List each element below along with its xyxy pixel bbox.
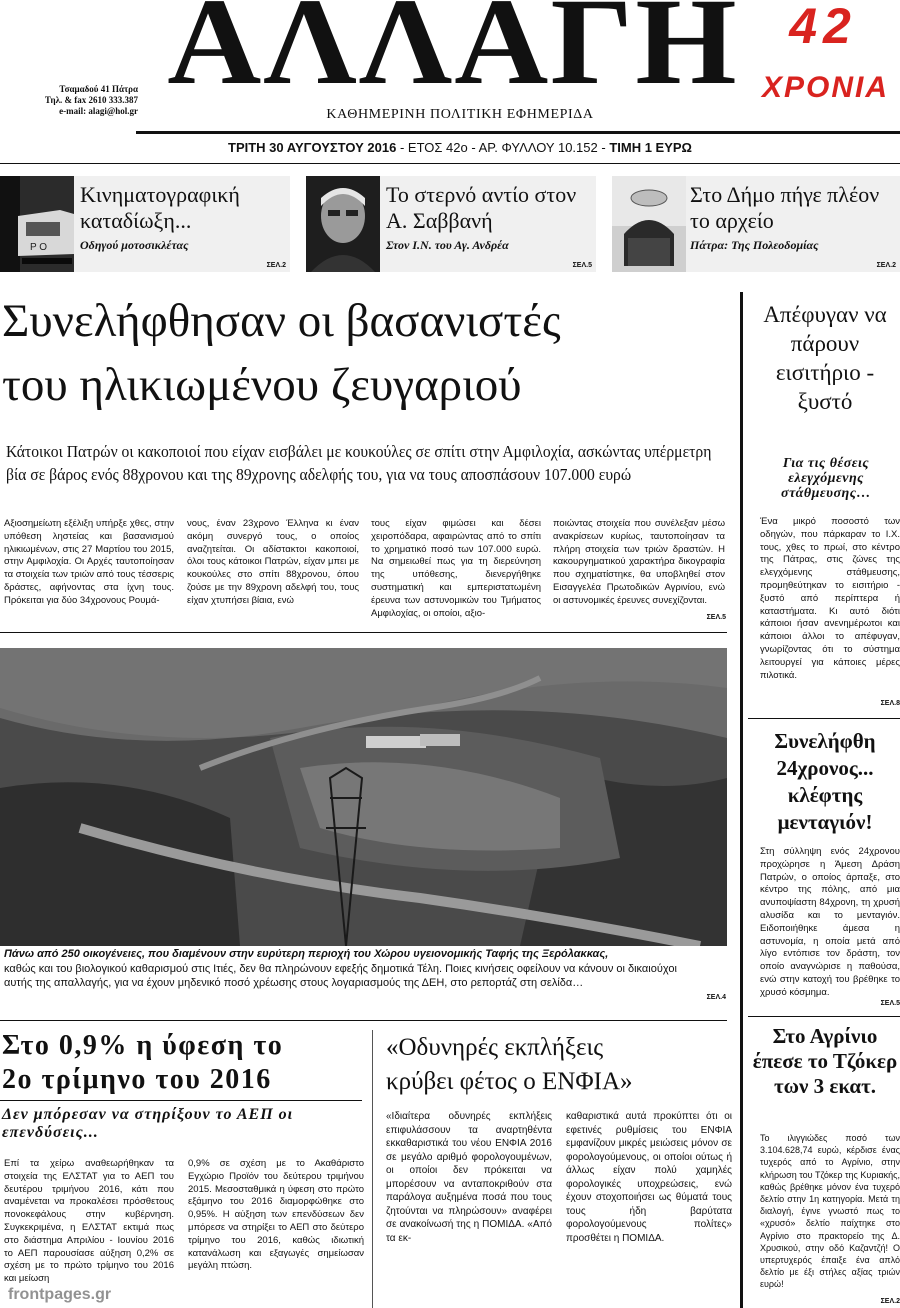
gdp-rule <box>0 1100 362 1101</box>
sidebar-headline-theft: Συνελήφθη 24χρονος... κλέφτης μενταγιόν! <box>774 729 876 834</box>
svg-text:P O: P O <box>30 242 48 253</box>
sidebar-page-theft: ΣΕΛ.5 <box>880 1000 900 1007</box>
landfill-photo <box>0 648 727 946</box>
sidebar-headline-joker: Στο Αγρίνιο έπεσε το Τζόκερ των 3 εκατ. <box>752 1024 898 1098</box>
enfia-headline-line2: κρύβει φέτος ο ΕΝΦΙΑ» <box>386 1068 633 1095</box>
issue-date: ΤΡΙΤΗ 30 ΑΥΓΟΥΣΤΟΥ 2016 <box>228 140 397 155</box>
sidebar-page-ticket: ΣΕΛ.8 <box>880 700 900 707</box>
police-car-photo <box>0 176 74 272</box>
issue-number: ΑΡ. ΦΥΛΛΟΥ 10.152 - <box>478 140 606 155</box>
masthead-rule <box>136 131 900 134</box>
sidebar-rule <box>740 292 743 1308</box>
teaser-title: Κινηματογραφική καταδίωξη... <box>80 182 240 233</box>
newspaper-title: ΑΛΛΑΓΗ <box>167 0 739 110</box>
anniversary-number: 42 <box>789 0 857 54</box>
teaser-subtitle: Πάτρα: Της Πολεοδομίας <box>690 238 819 252</box>
teaser-page: ΣΕΛ.2 <box>876 262 896 269</box>
address: Τσαμαδού 41 Πάτρα <box>59 84 138 94</box>
gdp-column-1: Επί τα χείρω αναθεωρήθηκαν τα στοιχεία της ΕΛΣΤΑΤ για το ΑΕΠ του δευτέρου τριμήνου 2016, κάτι που αναμένεται να προκαλέσει πρόσθετους πονοκεφάλους στην κυβέρνηση. Συγκεκριμένα, η ΕΛΣΤΑΤ εκτιμά πως στο διάστημα Απριλίου - Ιουνίου 2016 το ΑΕΠ παρουσίασε αύξηση 0,2% σε σχέση με το πρώτο τρίμηνο του 2016 και μείωση <box>4 1158 174 1285</box>
dateline-rule <box>0 163 900 164</box>
landfill-image <box>0 648 727 946</box>
email: e-mail: alagi@hol.gr <box>59 106 138 116</box>
sidebar-text-ticket: Ένα μικρό ποσοστό των οδηγών, που πάρκαραν το Ι.Χ. τους, χθες το πρωί, στο κέντρο της Πάτρας, στις ζώνες της ελεγχόμενης στάθμευσης, προμηθεύτηκαν το εισιτήριο - ξυστό από περίπτερα ή καταστήματα. Κι αυτό διότι κάποιοι ήσαν ανενημέρωτοι και κάποιοι άλλοι το απέφυγαν, γνωρίζοντας ότι το σύστημα λειτουργεί για κάποιες μέρες πιλοτικά. <box>760 516 900 681</box>
sidebar-page-joker: ΣΕΛ.2 <box>880 1298 900 1305</box>
teaser-title: Το στερνό αντίο στον Α. Σαββανή <box>386 182 577 233</box>
gdp-headline-line2: 2ο τρίμηνο του 2016 <box>2 1064 272 1095</box>
anniversary-word: ΧΡΟΝΙΑ <box>762 71 890 104</box>
bottom-column-rule <box>372 1030 373 1308</box>
lead-headline-line1: Συνελήφθησαν οι βασανιστές <box>2 295 561 347</box>
photo-rule <box>0 1020 727 1021</box>
enfia-column-1: «Ιδιαίτερα οδυνηρές εκπλήξεις επιφυλάσσουν τα αναρτηθέντα εκκαθαριστικά του νέου ΕΝΦΙΑ 2016 σε μεγάλο αριθμό φορολογουμένων, οι οποίοι δεν πρόκειται να μπορέσουν να ανταποκριθούν στα παράλογα αυξημένα ποσά που τους ζητούνται να πληρώσουν» αναφέρει σε ανακοίνωσή της η ΠΟΜΙΔΑ. «Από τα εκ- <box>386 1111 552 1244</box>
teaser-page: ΣΕΛ.5 <box>572 262 592 269</box>
building-photo <box>612 176 686 272</box>
lead-column-2: νους, έναν 23χρονο Έλληνα κι έναν ακόμη συνεργό τους, ο οποίος αναζητείται. Οι αδίστακτοι κακοποιοί, όλοι τους κάτοικοι Πατρών, είχαν μπει με κουκούλες στο σπίτι 88χρονου, όπου ζούσε με την 89χρονη αδελφή του, τους είχαν χτυπήσει βίαια, ενώ <box>187 518 359 606</box>
teaser-subtitle: Στον Ι.Ν. του Αγ. Ανδρέα <box>386 238 509 252</box>
sidebar-subtitle-ticket: Για τις θέσεις ελεγχόμενης στάθμευσης… <box>781 456 871 501</box>
teaser-page: ΣΕΛ.2 <box>266 262 286 269</box>
enfia-column-2: καθαριστικά αυτά προκύπτει ότι οι εφετινές ρυθμίσεις του ΕΝΦΙΑ εμφανίζουν μικρές μειώσεις μόνον σε φορολογούμενους, οι οποίοι ούτως ή άλλως είχαν πολύ χαμηλές φορολογικές υποχρεώσεις, ενώ έχουν στοχοποιήσει ως θύματά τους τους ήδη βαρύτατα φορολογούμενους πολίτες» προσθέτει η ΠΟΜΙΔΑ. <box>566 1111 732 1244</box>
teaser-title: Στο Δήμο πήγε πλέον το αρχείο <box>690 182 880 233</box>
teaser-archive[interactable] <box>612 176 900 272</box>
photo-caption-text: καθώς και του βιολογικού καθαρισμού στις Ιτιές, δεν θα πληρώνουν εφεξής δημοτικά Τέλη. Ποιες κινήσεις οφείλουν να κάνουν οι δικαιούχοι αυτής της απαλλαγής, για να έχουν μηδενικό ποσό χρέωσης στους λογαριασμούς της ΔΕΗ, στο ρεπορτάζ στη σελίδα… <box>4 963 677 989</box>
gdp-subhead: Δεν μπόρεσαν να στηρίξουν το ΑΕΠ οι επενδύσεις... <box>2 1106 294 1141</box>
gdp-headline-line1: Στο 0,9% η ύφεση το <box>2 1030 284 1061</box>
phone: Τηλ. & fax 2610 333.387 <box>44 95 138 105</box>
sidebar-divider <box>748 1016 900 1017</box>
lead-rule <box>0 632 727 633</box>
dateline <box>170 140 750 155</box>
lead-headline-line2: του ηλικιωμένου ζευγαριού <box>2 359 522 411</box>
lead-page-ref: ΣΕΛ.5 <box>706 614 726 621</box>
photo-page-ref: ΣΕΛ.4 <box>706 994 726 1001</box>
portrait-photo <box>306 176 380 272</box>
teaser-savvanis[interactable] <box>306 176 596 272</box>
sidebar-divider <box>748 718 900 719</box>
sidebar-text-theft: Στη σύλληψη ενός 24χρονου προχώρησε η Άμεση Δράση Πατρών, ο οποίος άρπαξε, στο κέντρο της πόλης, από μια ανυποψίαστη 84χρονη, τη χρυσή αλυσίδα και το μενταγιόν. Ειδοποιήθηκε άμεσα η αστυνομία, η οποία μετά από λίγο εντόπισε τον δράστη, τον οποίο αναγνώρισε η παθούσα, ενώ στην κατοχή του βρέθηκε το χρυσό κόσμημα. <box>760 846 900 998</box>
lead-deck: Κάτοικοι Πατρών οι κακοποιοί που είχαν εισβάλει με κουκούλες σε σπίτι στην Αμφιλοχία, ασκώντας υπέρμετρη βία σε βάρος ενός 88χρονου και της 89χρονης αδελφής του, για να τους αποσπάσουν 107.000 ευρώ <box>6 442 712 484</box>
lead-column-1: Αξιοσημείωτη εξέλιξη υπήρξε χθες, στην υπόθεση ληστείας και βασανισμού ηλικιωμένων, στις 27 Μαρτίου του 2015, στην Αμφιλοχία. Οι Αρχές ταυτοποίησαν τα στοιχεία των τριών από τους τέσσερις δράστες, αφήνοντας στα ίχνη τους. Πρόκειται για δύο 34χρονους Ρουμά- <box>4 518 174 606</box>
lead-column-4: ποιώντας στοιχεία που συνέλεξαν μέσω ανακρίσεων κυρίως, ταυτοποίησαν τα πλήρη στοιχεία των τριών δραστών. Η κακουργηματικού χαρακτήρα δικογραφία που σχηματίστηκε, θα υποβληθεί στον Εισαγγελέα Πρωτοδικών Αγρινίου, ενώ οι αστυνομικές έρευνες συνεχίζονται. <box>553 518 725 606</box>
newspaper-subtitle: ΚΑΘΗΜΕΡΙΝΗ ΠΟΛΙΤΙΚΗ ΕΦΗΜΕΡΙΔΑ <box>326 107 594 122</box>
enfia-headline-line1: «Οδυνηρές εκπλήξεις <box>386 1034 604 1061</box>
gdp-column-2: 0,9% σε σχέση με το Ακαθάριστο Εγχώριο Προϊόν του δεύτερου τριμήνου 2015. Μεσοσταθμικά η ύφεση στο πρώτο εξάμηνο του 2016 διαμορφώθηκε στο 0,95%. Η αύξηση των επενδύσεων δεν μπόρεσε να στηρίξει το ΑΕΠ στο δεύτερο τρίμηνο του 2016, καθώς ιδιωτική κατανάλωση και εξαγωγές σημείωσαν μεγάλη πτώση. <box>188 1158 364 1272</box>
sidebar-text-joker: Το ιλιγγιώδες ποσό των 3.104.628,74 ευρώ, κέρδισε ένας τυχερός από το Αγρίνιο, στην κλήρωση του Τζόκερ της Κυριακής, καθώς βρέθηκε μόνον ένα τυχερό δελτίο στην 1η κατηγορία. Μετά τη διαλογή, έγινε γνωστό πως το «χρυσό» δελτίο παίχτηκε στο Αγρίνιο στο πρακτορείο της Δ. Χρυσικού, στην οδό Καζαντζή! Ο υπερτυχερός έπαιξε ένα απλό δελτίο με έξι στήλες αξίας τριών ευρώ! <box>760 1133 900 1290</box>
teaser-subtitle: Οδηγού μοτοσικλέτας <box>80 238 189 252</box>
sidebar-headline-ticket: Απέφυγαν να πάρουν εισιτήριο - ξυστό <box>763 302 887 414</box>
lead-column-3: τους είχαν φιμώσει και δέσει χειροπόδαρα, αφαιρώντας από το σπίτι το χρηματικό ποσό των 107.000 ευρώ. Να σημειωθεί πως για τη διερεύνηση της υπόθεσης, διενεργήθηκε συστηματική και εμπεριστατωμένη έρευνα των αστυνομικών του Τμήματος Αμφιλοχίας, οι οποίοι, αξιο- <box>371 518 541 619</box>
issue-year: - ΕΤΟΣ 42ο - <box>399 140 476 155</box>
photo-caption-lead: Πάνω από 250 οικογένειες, που διαμένουν στην ευρύτερη περιοχή του Χώρου υγειονομικής Ταφής της Ξερόλακκας, <box>4 948 609 960</box>
issue-price: ΤΙΜΗ 1 ΕΥΡΩ <box>609 140 692 155</box>
teaser-car-chase[interactable] <box>0 176 290 272</box>
watermark: frontpages.gr <box>8 1286 112 1303</box>
